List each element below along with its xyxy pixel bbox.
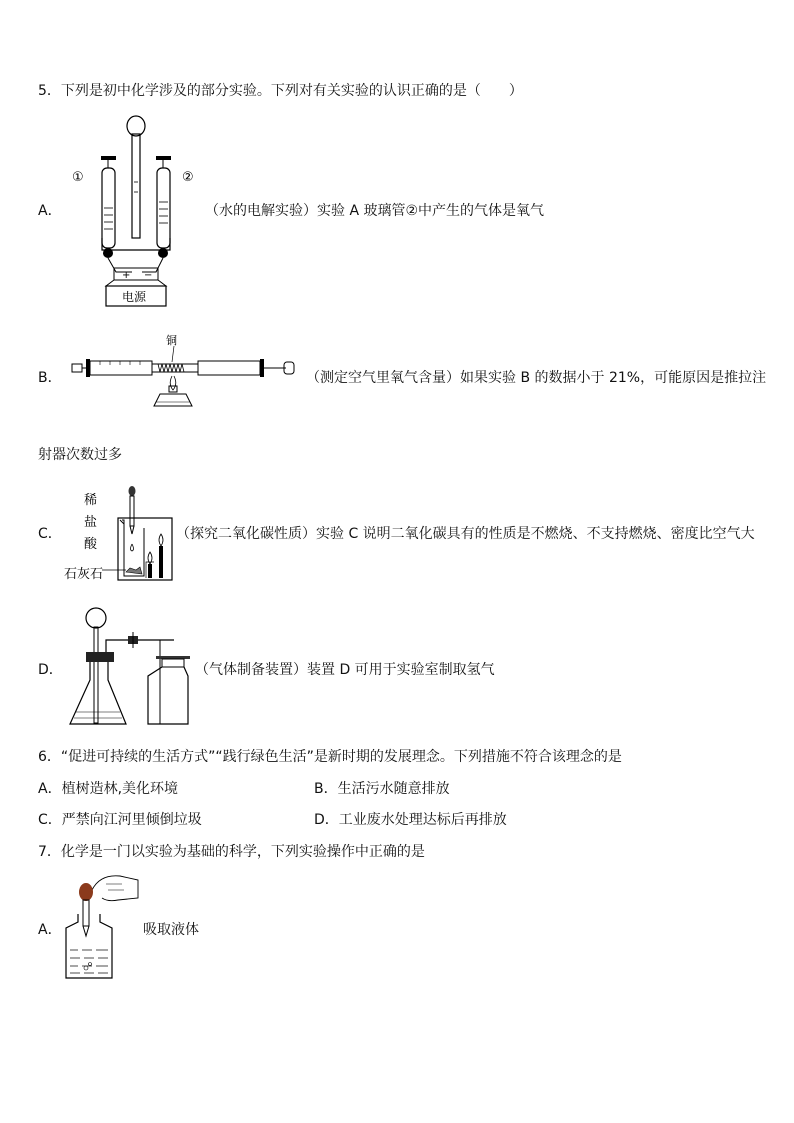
q5-option-b-text-line1: （测定空气里氧气含量）如果实验 B 的数据小于 21%，可能原因是推拉注	[306, 370, 767, 386]
acid-label-2: 盐	[84, 515, 98, 530]
limestone-label: 石灰石	[64, 567, 104, 582]
q5-option-d-letter: D．	[38, 662, 63, 678]
q5-option-a-letter: A．	[38, 203, 62, 219]
q5-option-b-text-line2: 射器次数过多	[38, 447, 122, 463]
power-label: 电源	[122, 290, 147, 304]
q5-stem: 5．下列是初中化学涉及的部分实验。下列对有关实验的认识正确的是（ ）	[38, 83, 523, 99]
water-electrolysis-figure	[70, 112, 200, 310]
oxygen-content-figure	[70, 330, 300, 410]
dropper-figure	[62, 870, 140, 982]
copper-label: 铜	[166, 334, 177, 347]
q5-option-d-text: （气体制备装置）装置 D 可用于实验室制取氢气	[195, 662, 495, 678]
plus-sign: +	[122, 270, 131, 281]
acid-label-1: 稀	[84, 493, 98, 508]
q6-option-d: D．工业废水处理达标后再排放	[314, 812, 507, 828]
q5-option-c-letter: C．	[38, 526, 62, 542]
minus-sign: −	[144, 270, 153, 281]
q7-stem: 7．化学是一门以实验为基础的科学，下列实验操作中正确的是	[38, 844, 425, 860]
q6-option-a: A．植树造林,美化环境	[38, 781, 179, 797]
q7-option-a-letter: A．	[38, 922, 62, 938]
tube-2-label: ②	[182, 170, 194, 185]
q6-stem: 6．“促进可持续的生活方式”“践行绿色生活”是新时期的发展理念。下列措施不符合该理念的是	[38, 749, 622, 765]
q7-option-a-text: 吸取液体	[143, 922, 199, 938]
acid-label-3: 酸	[84, 537, 98, 552]
q6-option-b: B．生活污水随意排放	[314, 781, 450, 797]
co2-properties-figure	[62, 484, 177, 584]
gas-preparation-figure	[66, 600, 196, 732]
q5-option-b-letter: B．	[38, 370, 62, 386]
tube-1-label: ①	[72, 170, 84, 185]
q6-option-c: C．严禁向江河里倾倒垃圾	[38, 812, 202, 828]
q5-option-a-text: （水的电解实验）实验 A 玻璃管②中产生的气体是氧气	[205, 203, 545, 219]
q5-option-c-text: （探究二氧化碳性质）实验 C 说明二氧化碳具有的性质是不燃烧、不支持燃烧、密度比空气大	[176, 526, 755, 542]
